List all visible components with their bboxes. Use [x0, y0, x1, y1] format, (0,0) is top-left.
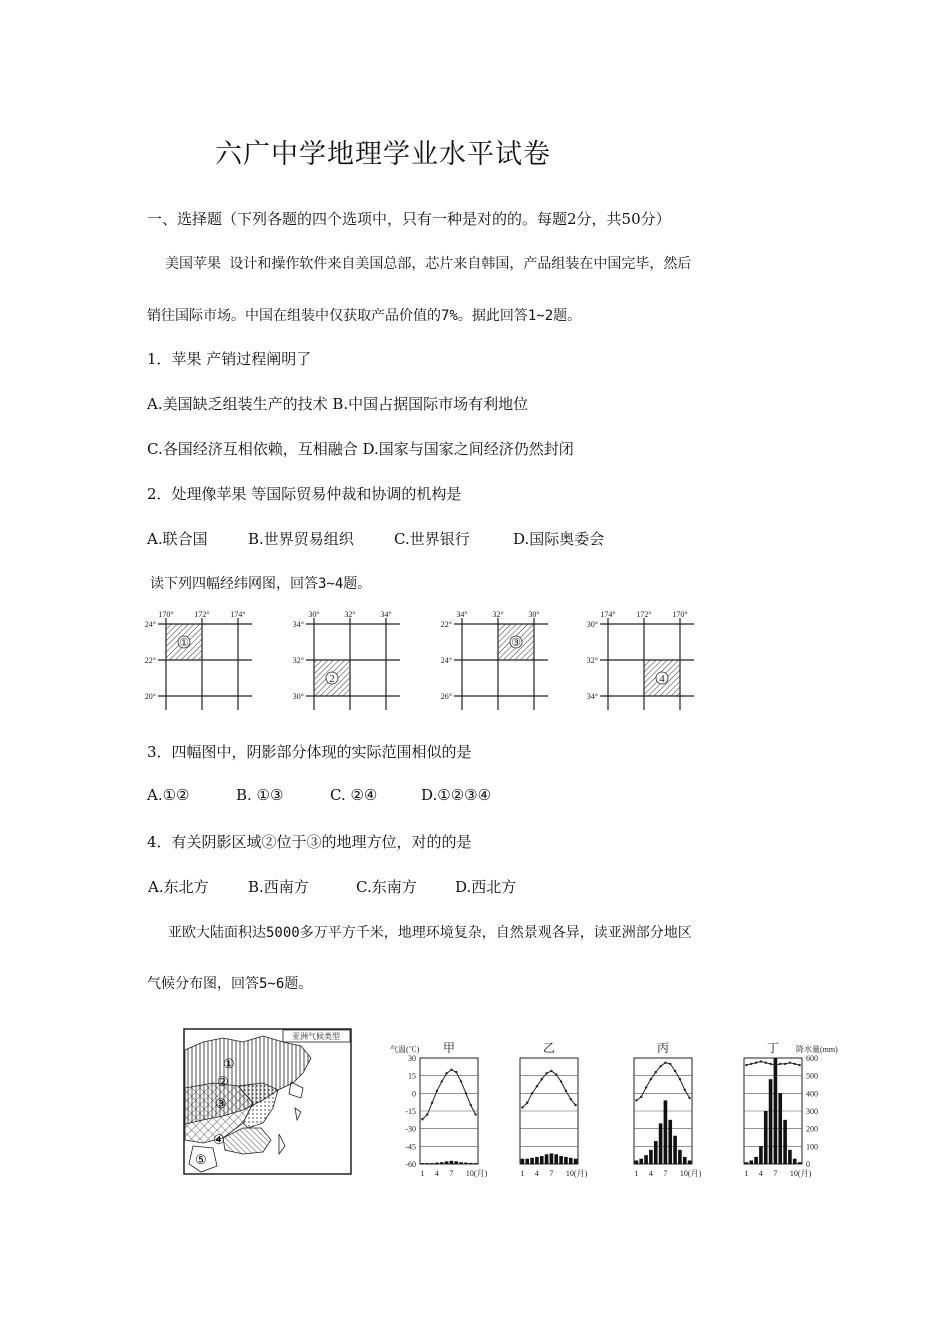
longitude-label: 32° [492, 610, 504, 619]
chart-title: 丁 [766, 1041, 780, 1055]
precip-bar [688, 1160, 692, 1164]
precip-bar [435, 1163, 439, 1164]
precip-bar [783, 1120, 787, 1164]
precip-bar [540, 1156, 544, 1164]
precip-bar [745, 1162, 749, 1164]
passage-1-line-2: 销往国际市场。中国在组装中仅获取产品价值的7%。据此回答1~2题。 [147, 308, 582, 324]
question-1-options-line-1: A.美国缺乏组装生产的技术 B.中国占据国际市场有利地位 [147, 395, 529, 413]
question-4-stem: 4．有关阴影区域②位于③的地理方位，对的的是 [147, 833, 472, 851]
cell-number: ③ [511, 637, 521, 649]
temp-point [650, 1078, 652, 1080]
longitude-label: 32° [344, 610, 356, 619]
chart-title: 丙 [656, 1041, 670, 1055]
precip-tick-label: 300 [806, 1107, 818, 1116]
lat-long-grid-2 [293, 610, 400, 710]
month-tick-label: 7 [449, 1169, 454, 1178]
climate-chart-3 [634, 1041, 702, 1178]
precip-bar [788, 1150, 792, 1164]
precip-bar [430, 1163, 434, 1164]
temp-point [765, 1062, 767, 1064]
temp-tick-label: -30 [405, 1124, 416, 1134]
temp-point [536, 1085, 538, 1087]
temp-point [545, 1072, 547, 1074]
lat-long-grid-3 [441, 610, 548, 710]
temp-point [674, 1070, 676, 1072]
latitude-label: 22° [144, 656, 156, 665]
month-tick-label: 1 [520, 1169, 525, 1178]
temp-point [679, 1078, 681, 1080]
temp-axis-label: 气温(℃) [390, 1045, 420, 1054]
temp-point [755, 1062, 757, 1064]
map-region-5: ⑤ [195, 1152, 207, 1167]
map-region-2: ② [217, 1074, 229, 1089]
month-tick-label: 10(月) [565, 1169, 588, 1178]
precip-bar [659, 1123, 663, 1164]
longitude-label: 172° [636, 610, 652, 619]
precip-axis-label: 降水量(mm) [796, 1045, 838, 1054]
precip-tick-label: 0 [806, 1160, 810, 1169]
longitude-label: 170° [672, 610, 688, 619]
temp-tick-label: 0 [412, 1089, 416, 1099]
precip-bar [769, 1079, 773, 1164]
precip-bar [749, 1160, 753, 1164]
precip-bar [673, 1136, 677, 1164]
section-heading: 一、选择题（下列各题的四个选项中，只有一种是对的的。每题2分，共50分） [147, 210, 671, 228]
question-4-option-a: A.东北方 [148, 878, 209, 896]
longitude-label: 174° [230, 610, 246, 619]
month-tick-label: 7 [549, 1169, 554, 1178]
cell-number: ① [179, 637, 189, 649]
precip-bar [425, 1163, 429, 1164]
precip-bar [454, 1161, 458, 1164]
cell-number: 2 [329, 673, 335, 685]
temp-point [560, 1080, 562, 1082]
precip-bar [644, 1155, 648, 1164]
temp-point [659, 1065, 661, 1067]
precip-bar [654, 1141, 658, 1164]
temp-point [460, 1080, 462, 1082]
temp-point [794, 1063, 796, 1065]
climate-chart-1 [420, 1041, 488, 1178]
temp-point [455, 1071, 457, 1073]
month-tick-label: 10(月) [789, 1169, 812, 1178]
question-3-option-d: D.①②③④ [421, 786, 492, 804]
temp-point [645, 1086, 647, 1088]
question-2-option-b: B.世界贸易组织 [248, 530, 354, 548]
precip-tick-label: 500 [806, 1071, 818, 1081]
precip-bar [535, 1157, 539, 1164]
temp-point [779, 1063, 781, 1065]
precip-tick-label: 100 [806, 1142, 818, 1152]
precip-bar [664, 1100, 668, 1164]
temp-tick-label: -60 [405, 1160, 416, 1169]
precip-bar [521, 1159, 525, 1164]
climate-charts [380, 1036, 860, 1186]
precip-bar [459, 1162, 463, 1164]
climate-chart-4 [744, 1041, 812, 1178]
temp-point [784, 1063, 786, 1065]
climate-chart-2 [520, 1041, 588, 1178]
month-tick-label: 1 [634, 1169, 639, 1178]
month-tick-label: 4 [648, 1169, 653, 1178]
question-4-option-c: C.东南方 [356, 878, 417, 896]
temp-point [470, 1104, 472, 1106]
temp-line [522, 1071, 575, 1108]
precip-bar [474, 1163, 478, 1164]
precip-bar [759, 1146, 763, 1164]
question-3-option-a: A.①② [147, 786, 190, 804]
precip-bar [530, 1158, 534, 1164]
longitude-label: 34° [380, 610, 392, 619]
question-3-stem: 3．四幅图中，阴影部分体现的实际范围相似的是 [147, 743, 472, 761]
precip-bar [774, 1058, 778, 1164]
precip-bar [683, 1157, 687, 1164]
month-tick-label: 10(月) [679, 1169, 702, 1178]
temp-tick-label: 15 [408, 1071, 416, 1081]
question-2-option-c: C.世界银行 [394, 530, 470, 548]
latitude-label: 24° [440, 656, 452, 665]
temp-point [445, 1072, 447, 1074]
longitude-label: 174° [600, 610, 616, 619]
temp-point [436, 1090, 438, 1092]
temp-point [521, 1106, 523, 1108]
temp-point [550, 1070, 552, 1072]
question-4-option-b: B.西南方 [248, 878, 309, 896]
month-tick-label: 1 [420, 1169, 425, 1178]
temp-point [769, 1063, 771, 1065]
lat-long-grids [140, 610, 700, 715]
temp-point [655, 1071, 657, 1073]
latitude-label: 30° [586, 620, 598, 629]
precip-bar [440, 1162, 444, 1164]
temp-point [555, 1073, 557, 1075]
month-tick-label: 1 [744, 1169, 749, 1178]
month-tick-label: 7 [663, 1169, 668, 1178]
temp-point [474, 1113, 476, 1115]
precip-bar [421, 1163, 425, 1164]
temp-point [635, 1099, 637, 1101]
precip-bar [564, 1157, 568, 1164]
question-2-option-d: D.国际奥委会 [513, 530, 605, 548]
precip-bar [635, 1160, 639, 1164]
temp-point [688, 1097, 690, 1099]
precip-bar [525, 1159, 529, 1164]
temp-point [541, 1078, 543, 1080]
precip-tick-label: 400 [806, 1089, 818, 1099]
map-region-4: ④ [213, 1132, 225, 1147]
longitude-label: 30° [528, 610, 540, 619]
temp-line [422, 1070, 475, 1119]
question-3-option-c: C. ②④ [330, 786, 378, 804]
precip-bar [764, 1111, 768, 1164]
question-4-option-d: D.西北方 [455, 878, 517, 896]
precip-bar [798, 1162, 802, 1164]
precip-bar [574, 1159, 578, 1164]
precip-bar [678, 1150, 682, 1164]
cell-number: 4 [659, 673, 665, 685]
passage-2-line-1: 亚欧大陆面积达5000多万平方千米，地理环境复杂，自然景观各异，读亚洲部分地区 [168, 925, 692, 941]
temp-point [431, 1102, 433, 1104]
precip-bar [649, 1150, 653, 1164]
temp-point [450, 1069, 452, 1071]
passage-2-line-2: 气候分布图，回答5~6题。 [147, 976, 313, 992]
precip-bar [754, 1157, 758, 1164]
precip-bar [554, 1154, 558, 1164]
precip-bar [550, 1153, 554, 1164]
latitude-label: 22° [440, 620, 452, 629]
latitude-label: 26° [440, 692, 452, 701]
month-tick-label: 4 [534, 1169, 539, 1178]
lat-long-grid-1 [145, 610, 252, 710]
question-3-option-b: B. ①③ [236, 786, 284, 804]
latitude-label: 30° [292, 692, 304, 701]
temp-point [531, 1092, 533, 1094]
temp-point [760, 1060, 762, 1062]
month-tick-label: 4 [758, 1169, 763, 1178]
temp-tick-label: 30 [408, 1054, 416, 1063]
question-2-option-a: A.联合国 [147, 530, 208, 548]
precip-bar [469, 1163, 473, 1164]
precip-bar [559, 1156, 563, 1164]
latitude-label: 32° [292, 656, 304, 665]
temp-point [750, 1063, 752, 1065]
temp-point [789, 1062, 791, 1064]
temp-point [426, 1113, 428, 1115]
longitude-label: 170° [158, 610, 174, 619]
precip-bar [778, 1093, 782, 1164]
precip-tick-label: 200 [806, 1124, 818, 1134]
temp-point [664, 1062, 666, 1064]
longitude-label: 30° [308, 610, 320, 619]
temp-tick-label: -45 [405, 1142, 416, 1152]
asia-climate-map [183, 1028, 353, 1176]
temp-point [640, 1096, 642, 1098]
month-tick-label: 4 [434, 1169, 439, 1178]
precip-bar [639, 1159, 643, 1164]
chart-title: 甲 [442, 1041, 456, 1055]
precip-bar [545, 1154, 549, 1164]
temp-line [746, 1062, 799, 1066]
latitude-label: 20° [144, 692, 156, 701]
month-tick-label: 7 [773, 1169, 778, 1178]
page-title: 六广中学地理学业水平试卷 [215, 139, 551, 170]
precip-bar [464, 1163, 468, 1164]
temp-point [570, 1098, 572, 1100]
precip-bar [668, 1120, 672, 1164]
temp-point [421, 1118, 423, 1120]
longitude-label: 34° [456, 610, 468, 619]
month-tick-label: 10(月) [465, 1169, 488, 1178]
latitude-label: 34° [292, 620, 304, 629]
map-region-1: ① [223, 1056, 235, 1071]
chart-title: 乙 [542, 1041, 556, 1055]
precip-bar [793, 1159, 797, 1164]
temp-point [798, 1064, 800, 1066]
temp-point [565, 1090, 567, 1092]
temp-point [774, 1064, 776, 1066]
lat-long-grid-4 [587, 610, 694, 710]
question-2-stem: 2．处理像苹果 等国际贸易仲裁和协调的机构是 [147, 485, 462, 503]
precip-tick-label: 600 [806, 1054, 818, 1063]
precip-bar [445, 1161, 449, 1164]
map-legend-label: 亚洲气候类型 [292, 1032, 340, 1041]
temp-tick-label: -15 [405, 1107, 416, 1116]
temp-point [441, 1080, 443, 1082]
precip-bar [450, 1161, 454, 1164]
passage-1-line-1: 美国苹果 设计和操作软件来自美国总部，芯片来自韩国，产品组装在中国完毕，然后 [165, 256, 692, 272]
temp-point [465, 1092, 467, 1094]
map-region-3: ③ [215, 1096, 227, 1111]
temp-point [574, 1104, 576, 1106]
latitude-label: 34° [586, 692, 598, 701]
temp-point [526, 1102, 528, 1104]
temp-line [636, 1063, 689, 1101]
latitude-label: 24° [144, 620, 156, 629]
temp-point [745, 1064, 747, 1066]
temp-point [684, 1089, 686, 1091]
longitude-label: 172° [194, 610, 210, 619]
temp-point [669, 1063, 671, 1065]
question-1-stem: 1．苹果 产销过程阐明了 [147, 350, 312, 368]
latitude-label: 32° [586, 656, 598, 665]
grid-intro: 读下列四幅经纬网图，回答3~4题。 [150, 576, 372, 592]
question-1-options-line-2: C.各国经济互相依赖，互相融合 D.国家与国家之间经济仍然封闭 [147, 440, 574, 458]
precip-bar [569, 1158, 573, 1164]
